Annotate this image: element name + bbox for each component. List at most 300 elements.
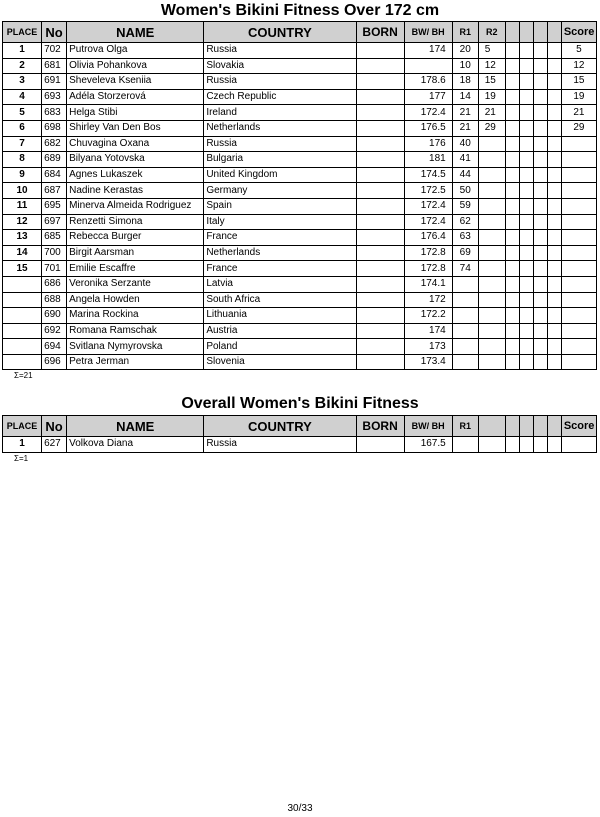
cell-bw-bh: 172.8 <box>404 261 452 277</box>
cell-bw-bh: 173 <box>404 339 452 355</box>
cell-born <box>356 198 404 214</box>
cell-name: Petra Jerman <box>67 354 204 370</box>
cell-r1: 21 <box>452 105 478 121</box>
cell-born <box>356 89 404 105</box>
cell-no: 695 <box>42 198 67 214</box>
cell-name: Rebecca Burger <box>67 230 204 246</box>
cell-no: 692 <box>42 323 67 339</box>
cell-country: United Kingdom <box>204 167 356 183</box>
cell-born <box>356 214 404 230</box>
cell-bw-bh: 172.2 <box>404 308 452 324</box>
cell-blank <box>547 339 561 355</box>
cell-name: Bilyana Yotovska <box>67 152 204 168</box>
cell-r2 <box>478 230 505 246</box>
col-blank-header <box>505 416 519 437</box>
col-r1-header: R1 <box>452 416 478 437</box>
cell-blank <box>533 89 547 105</box>
col-score-header: Score <box>561 22 596 43</box>
cell-blank <box>505 214 519 230</box>
cell-r2 <box>478 437 505 453</box>
table-row <box>3 261 597 277</box>
cell-blank <box>547 105 561 121</box>
col-blank-header <box>547 416 561 437</box>
cell-name: Minerva Almeida Rodriguez <box>67 198 204 214</box>
cell-score: 21 <box>561 105 596 121</box>
table-row <box>3 167 597 183</box>
cell-blank <box>519 354 533 370</box>
cell-country: Slovenia <box>204 354 356 370</box>
cell-blank <box>519 43 533 59</box>
cell-place: 5 <box>3 105 42 121</box>
results-table-over-172 <box>2 21 597 370</box>
cell-blank <box>547 43 561 59</box>
cell-blank <box>519 323 533 339</box>
cell-place: 13 <box>3 230 42 246</box>
cell-r2 <box>478 245 505 261</box>
cell-name: Svitlana Nymyrovska <box>67 339 204 355</box>
cell-blank <box>547 323 561 339</box>
cell-blank <box>547 74 561 90</box>
cell-blank <box>533 292 547 308</box>
cell-blank <box>547 58 561 74</box>
cell-blank <box>519 120 533 136</box>
cell-born <box>356 105 404 121</box>
cell-score <box>561 245 596 261</box>
cell-blank <box>519 136 533 152</box>
cell-blank <box>533 437 547 453</box>
cell-born <box>356 308 404 324</box>
cell-country: Bulgaria <box>204 152 356 168</box>
cell-born <box>356 339 404 355</box>
cell-blank <box>533 136 547 152</box>
cell-blank <box>547 89 561 105</box>
cell-r2: 15 <box>478 74 505 90</box>
col-blank-header <box>547 22 561 43</box>
cell-bw-bh: 176 <box>404 136 452 152</box>
cell-r1: 40 <box>452 136 478 152</box>
cell-blank <box>519 276 533 292</box>
cell-country: France <box>204 230 356 246</box>
cell-r2 <box>478 152 505 168</box>
cell-no: 697 <box>42 214 67 230</box>
cell-country: Slovakia <box>204 58 356 74</box>
cell-name: Emilie Escaffre <box>67 261 204 277</box>
cell-blank <box>519 230 533 246</box>
cell-country: Latvia <box>204 276 356 292</box>
cell-blank <box>519 214 533 230</box>
cell-score <box>561 167 596 183</box>
cell-born <box>356 230 404 246</box>
cell-blank <box>505 276 519 292</box>
cell-place: 2 <box>3 58 42 74</box>
cell-no: 683 <box>42 105 67 121</box>
cell-place: 14 <box>3 245 42 261</box>
cell-r2: 5 <box>478 43 505 59</box>
cell-blank <box>547 308 561 324</box>
table-row <box>3 276 597 292</box>
cell-r1: 63 <box>452 230 478 246</box>
cell-country: South Africa <box>204 292 356 308</box>
col-country-header: COUNTRY <box>204 22 356 43</box>
cell-r2 <box>478 323 505 339</box>
cell-blank <box>519 308 533 324</box>
cell-name: Romana Ramschak <box>67 323 204 339</box>
table-row <box>3 230 597 246</box>
cell-country: Czech Republic <box>204 89 356 105</box>
cell-r2 <box>478 354 505 370</box>
col-country-header: COUNTRY <box>204 416 356 437</box>
cell-born <box>356 136 404 152</box>
cell-country: Russia <box>204 437 356 453</box>
cell-r1 <box>452 276 478 292</box>
cell-score: 12 <box>561 58 596 74</box>
cell-bw-bh: 178.6 <box>404 74 452 90</box>
cell-score: 19 <box>561 89 596 105</box>
cell-no: 700 <box>42 245 67 261</box>
cell-blank <box>547 245 561 261</box>
cell-score: 15 <box>561 74 596 90</box>
cell-born <box>356 74 404 90</box>
cell-born <box>356 245 404 261</box>
cell-r1 <box>452 308 478 324</box>
cell-no: 685 <box>42 230 67 246</box>
cell-bw-bh: 177 <box>404 89 452 105</box>
section2-title: Overall Women's Bikini Fitness <box>181 395 419 412</box>
cell-score <box>561 214 596 230</box>
cell-born <box>356 152 404 168</box>
cell-name: Veronika Serzante <box>67 276 204 292</box>
cell-score <box>561 276 596 292</box>
cell-bw-bh: 172.8 <box>404 245 452 261</box>
cell-no: 690 <box>42 308 67 324</box>
cell-no: 702 <box>42 43 67 59</box>
cell-no: 686 <box>42 276 67 292</box>
cell-blank <box>505 167 519 183</box>
cell-blank <box>547 214 561 230</box>
cell-blank <box>547 437 561 453</box>
cell-country: Russia <box>204 74 356 90</box>
cell-score <box>561 308 596 324</box>
cell-country: Spain <box>204 198 356 214</box>
cell-score <box>561 136 596 152</box>
cell-score <box>561 198 596 214</box>
cell-blank <box>519 152 533 168</box>
cell-blank <box>505 323 519 339</box>
cell-bw-bh: 176.5 <box>404 120 452 136</box>
cell-blank <box>505 43 519 59</box>
cell-blank <box>505 198 519 214</box>
cell-place: 1 <box>3 437 42 453</box>
col-place-header: PLACE <box>3 22 42 43</box>
cell-score <box>561 354 596 370</box>
cell-score <box>561 323 596 339</box>
cell-r2 <box>478 276 505 292</box>
cell-blank <box>505 152 519 168</box>
cell-place: 12 <box>3 214 42 230</box>
col-score-header: Score <box>561 416 596 437</box>
cell-country: Austria <box>204 323 356 339</box>
cell-place: 15 <box>3 261 42 277</box>
cell-country: Italy <box>204 214 356 230</box>
cell-born <box>356 167 404 183</box>
cell-born <box>356 58 404 74</box>
cell-r1: 21 <box>452 120 478 136</box>
cell-blank <box>547 354 561 370</box>
cell-name: Shirley Van Den Bos <box>67 120 204 136</box>
cell-r1 <box>452 437 478 453</box>
cell-no: 694 <box>42 339 67 355</box>
cell-blank <box>533 198 547 214</box>
cell-name: Angela Howden <box>67 292 204 308</box>
cell-blank <box>547 183 561 199</box>
cell-r1: 74 <box>452 261 478 277</box>
cell-bw-bh: 172.4 <box>404 214 452 230</box>
cell-place: 6 <box>3 120 42 136</box>
cell-place <box>3 354 42 370</box>
cell-no: 688 <box>42 292 67 308</box>
cell-blank <box>505 245 519 261</box>
cell-blank <box>505 339 519 355</box>
cell-blank <box>519 89 533 105</box>
col-bw-header: BW/ BH <box>404 416 452 437</box>
col-blank-header <box>505 22 519 43</box>
cell-place <box>3 323 42 339</box>
cell-r1: 62 <box>452 214 478 230</box>
cell-r1: 44 <box>452 167 478 183</box>
page-number: 30/33 <box>287 803 313 814</box>
cell-born <box>356 261 404 277</box>
cell-score <box>561 339 596 355</box>
cell-blank <box>533 152 547 168</box>
cell-r1: 10 <box>452 58 478 74</box>
cell-blank <box>505 120 519 136</box>
cell-blank <box>533 308 547 324</box>
cell-blank <box>547 136 561 152</box>
cell-place: 4 <box>3 89 42 105</box>
cell-blank <box>533 120 547 136</box>
cell-bw-bh: 172 <box>404 292 452 308</box>
cell-blank <box>547 276 561 292</box>
cell-place: 9 <box>3 167 42 183</box>
cell-blank <box>505 354 519 370</box>
cell-bw-bh: 174.1 <box>404 276 452 292</box>
cell-country: Netherlands <box>204 245 356 261</box>
cell-r2 <box>478 214 505 230</box>
cell-blank <box>505 261 519 277</box>
cell-name: Birgit Aarsman <box>67 245 204 261</box>
cell-name: Olivia Pohankova <box>67 58 204 74</box>
table-row <box>3 152 597 168</box>
cell-r1: 50 <box>452 183 478 199</box>
cell-blank <box>533 105 547 121</box>
cell-no: 681 <box>42 58 67 74</box>
table-row <box>3 292 597 308</box>
col-born-header: BORN <box>356 22 404 43</box>
cell-r2 <box>478 339 505 355</box>
cell-r1: 69 <box>452 245 478 261</box>
cell-no: 684 <box>42 167 67 183</box>
section1-title: Women's Bikini Fitness Over 172 cm <box>160 2 440 19</box>
cell-blank <box>519 339 533 355</box>
cell-blank <box>519 261 533 277</box>
cell-r1 <box>452 292 478 308</box>
col-no-header: No <box>42 22 67 43</box>
table-row <box>3 245 597 261</box>
col-place-header: PLACE <box>3 416 42 437</box>
cell-born <box>356 323 404 339</box>
col-blank-header <box>533 22 547 43</box>
col-r2-header: R2 <box>478 22 505 43</box>
cell-country: Germany <box>204 183 356 199</box>
cell-score <box>561 292 596 308</box>
cell-name: Helga Stibi <box>67 105 204 121</box>
cell-no: 682 <box>42 136 67 152</box>
cell-r2 <box>478 261 505 277</box>
col-r1-header: R1 <box>452 22 478 43</box>
cell-name: Adéla Storzerová <box>67 89 204 105</box>
cell-born <box>356 354 404 370</box>
cell-place: 7 <box>3 136 42 152</box>
table-row <box>3 198 597 214</box>
table-row <box>3 183 597 199</box>
cell-blank <box>533 214 547 230</box>
cell-blank <box>519 74 533 90</box>
cell-blank <box>505 74 519 90</box>
cell-country: Poland <box>204 339 356 355</box>
cell-place <box>3 339 42 355</box>
table-row <box>3 339 597 355</box>
cell-country: Russia <box>204 43 356 59</box>
cell-born <box>356 183 404 199</box>
col-blank-header <box>519 416 533 437</box>
cell-score <box>561 183 596 199</box>
cell-bw-bh: 174 <box>404 323 452 339</box>
cell-blank <box>505 183 519 199</box>
cell-country: France <box>204 261 356 277</box>
cell-score <box>561 437 596 453</box>
cell-blank <box>533 323 547 339</box>
cell-bw-bh: 181 <box>404 152 452 168</box>
cell-blank <box>533 339 547 355</box>
cell-blank <box>533 167 547 183</box>
cell-no: 696 <box>42 354 67 370</box>
cell-blank <box>505 230 519 246</box>
col-blank-header <box>533 416 547 437</box>
table-row <box>3 58 597 74</box>
table-header-row <box>3 22 597 43</box>
table-row <box>3 437 597 453</box>
cell-born <box>356 276 404 292</box>
cell-r2 <box>478 136 505 152</box>
cell-name: Sheveleva Kseniia <box>67 74 204 90</box>
cell-blank <box>519 105 533 121</box>
cell-blank <box>519 167 533 183</box>
cell-blank <box>547 292 561 308</box>
cell-blank <box>519 292 533 308</box>
cell-score <box>561 261 596 277</box>
cell-no: 693 <box>42 89 67 105</box>
col-born-header: BORN <box>356 416 404 437</box>
cell-blank <box>505 437 519 453</box>
cell-bw-bh: 174.5 <box>404 167 452 183</box>
table-row <box>3 120 597 136</box>
cell-no: 687 <box>42 183 67 199</box>
cell-blank <box>519 245 533 261</box>
cell-bw-bh: 172.4 <box>404 105 452 121</box>
cell-name: Chuvagina Oxana <box>67 136 204 152</box>
col-no-header: No <box>42 416 67 437</box>
cell-place: 11 <box>3 198 42 214</box>
cell-country: Lithuania <box>204 308 356 324</box>
table-row <box>3 323 597 339</box>
cell-r1: 20 <box>452 43 478 59</box>
cell-blank <box>547 198 561 214</box>
cell-blank <box>533 276 547 292</box>
cell-blank <box>547 261 561 277</box>
cell-blank <box>519 198 533 214</box>
cell-blank <box>505 136 519 152</box>
cell-blank <box>533 245 547 261</box>
cell-blank <box>533 261 547 277</box>
cell-country: Russia <box>204 136 356 152</box>
section1-count: Σ=21 <box>14 371 33 380</box>
table-row <box>3 74 597 90</box>
cell-r1: 59 <box>452 198 478 214</box>
table-row <box>3 89 597 105</box>
cell-score <box>561 152 596 168</box>
table-header-row <box>3 416 597 437</box>
cell-name: Putrova Olga <box>67 43 204 59</box>
col-name-header: NAME <box>67 22 204 43</box>
cell-r1: 18 <box>452 74 478 90</box>
col-blank-header <box>519 22 533 43</box>
cell-blank <box>533 183 547 199</box>
cell-place: 10 <box>3 183 42 199</box>
cell-r1: 41 <box>452 152 478 168</box>
cell-bw-bh <box>404 58 452 74</box>
cell-country: Ireland <box>204 105 356 121</box>
table-row <box>3 105 597 121</box>
cell-bw-bh: 174 <box>404 43 452 59</box>
cell-blank <box>505 292 519 308</box>
cell-born <box>356 292 404 308</box>
cell-r1 <box>452 354 478 370</box>
cell-blank <box>519 437 533 453</box>
table-row <box>3 136 597 152</box>
cell-born <box>356 43 404 59</box>
cell-bw-bh: 172.4 <box>404 198 452 214</box>
cell-bw-bh: 173.4 <box>404 354 452 370</box>
cell-place <box>3 292 42 308</box>
cell-score <box>561 230 596 246</box>
table-row <box>3 43 597 59</box>
cell-r2: 12 <box>478 58 505 74</box>
cell-blank <box>505 89 519 105</box>
cell-score: 29 <box>561 120 596 136</box>
cell-blank <box>533 74 547 90</box>
col-name-header: NAME <box>67 416 204 437</box>
cell-place <box>3 276 42 292</box>
cell-no: 689 <box>42 152 67 168</box>
cell-place: 1 <box>3 43 42 59</box>
cell-no: 701 <box>42 261 67 277</box>
cell-no: 627 <box>42 437 67 453</box>
table-row <box>3 214 597 230</box>
cell-place: 8 <box>3 152 42 168</box>
cell-name: Agnes Lukaszek <box>67 167 204 183</box>
cell-r1 <box>452 339 478 355</box>
table-row <box>3 308 597 324</box>
